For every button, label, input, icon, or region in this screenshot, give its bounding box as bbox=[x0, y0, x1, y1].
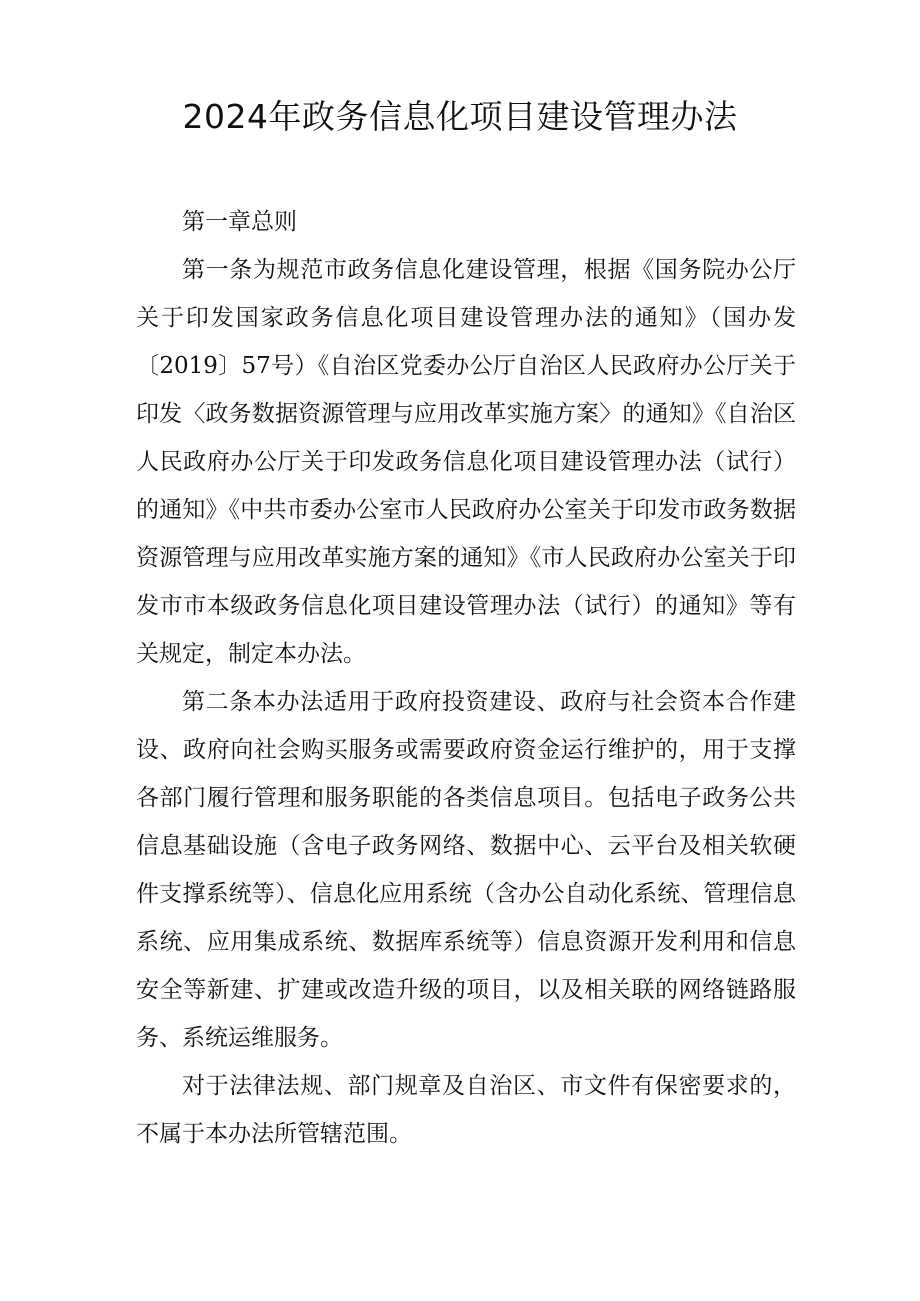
chapter-heading: 第一章总则 bbox=[182, 209, 297, 235]
article-2-paragraph: 第二条本办法适用于政府投资建设、政府与社会资本合作建设、政府向社会购买服务或需要政府资金运行维护的，用于支撑各部门履行管理和服务职能的各类信息项目。包括电子政务公共信息基础设施（含电子政务网络、数据中心、云平台及相关软硬件支撑系统等）、信息化应用系统（含办公自动化系统、管理信息系统、应用集成系统、数据库系统等）信息资源开发利用和信息安全等新建、扩建或改造升级的项目，以及相关联的网络链路服务、系统运维服务。 bbox=[136, 689, 796, 1051]
document-title: 2024年政务信息化项目建设管理办法 bbox=[182, 97, 738, 136]
confidentiality-exclusion-paragraph: 对于法律法规、部门规章及自治区、市文件有保密要求的，不属于本办法所管辖范围。 bbox=[136, 1073, 796, 1147]
document-body bbox=[136, 198, 796, 1158]
article-1-paragraph: 第一条为规范市政务信息化建设管理，根据《国务院办公厅关于印发国家政务信息化项目建设管理办法的通知》（国办发〔2019〕57号）《自治区党委办公厅自治区人民政府办公厅关于印发〈政务数据资源管理与应用改革实施方案〉的通知》《自治区人民政府办公厅关于印发政务信息化项目建设管理办法（试行）的通知》《中共市委办公室市人民政府办公室关于印发市政务数据资源管理与应用改革实施方案的通知》《市人民政府办公室关于印发市市本级政务信息化项目建设管理办法（试行）的通知》等有关规定，制定本办法。 bbox=[136, 257, 796, 667]
